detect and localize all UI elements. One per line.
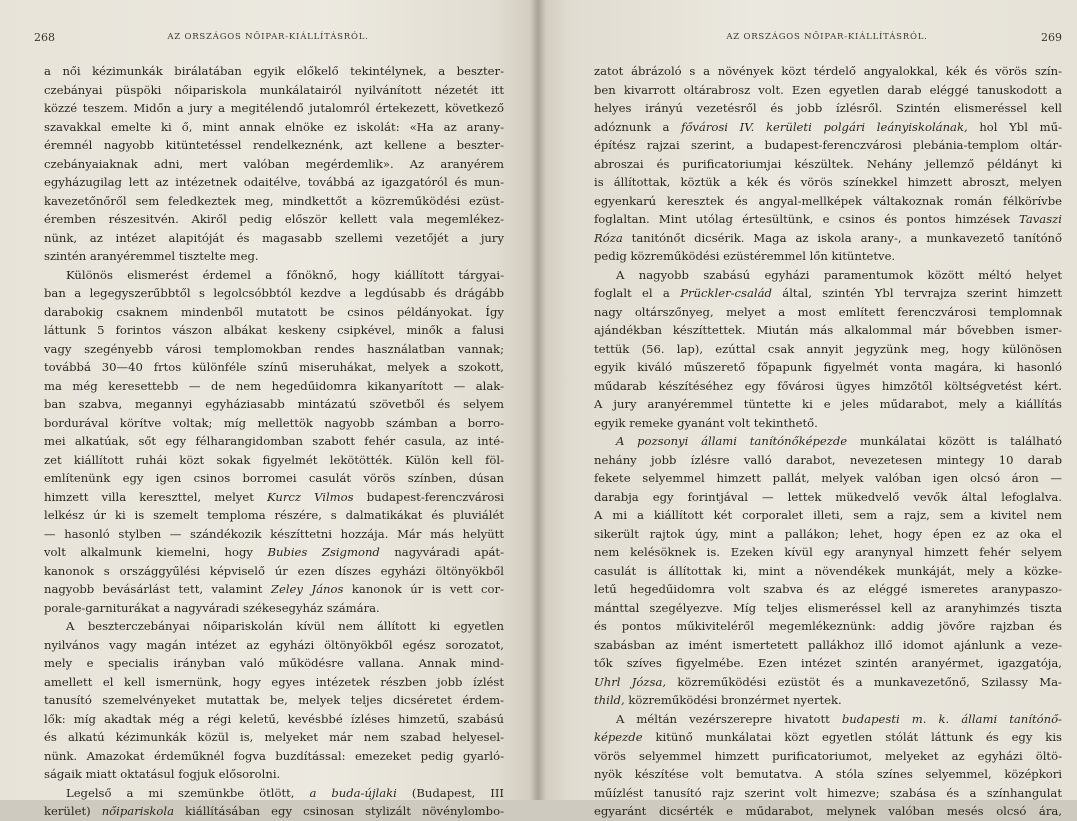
line-text: nagyobb bevásárlást tett, valamint	[44, 582, 271, 596]
text-line: darabja egy forintjával — lettek mükedvelő vevők által lefoglalva.	[594, 489, 1062, 504]
text-line: tettük (56. lap), ezúttal csak annyit jegyzünk meg, hogy különösen	[594, 341, 1062, 356]
text-line: egyenkarú keresztek és angyal-mellképek váltakoznak román félkörívbe	[594, 193, 1062, 208]
text-line: abroszai és purificatoriumjai készültek. Nehány jellemző példányt ki	[594, 156, 1062, 171]
text-line: A beszterczebányai nőipariskolán kívül nem állított ki egyetlen	[66, 619, 504, 633]
italic-name: fővárosi IV. kerületi polgári leányiskolának,	[681, 119, 968, 134]
left-running-title: AZ ORSZÁGOS NŐIPAR-KIÁLLÍTÁSRÓL.	[167, 32, 369, 42]
italic-name: Uhrl Józsa,	[594, 674, 667, 689]
line-text: által, szintén Ybl tervrajza szerint himzett	[771, 286, 1063, 300]
text-line: tanusító szemelvényeket mutattak be, melyek teljes dicséretet érdem-	[44, 693, 504, 707]
italic-name: képezde	[594, 730, 643, 744]
text-line	[44, 543, 504, 562]
text-line: lők: míg akadtak még a régi keletű, kevésbbé ízléses himzetű, szabású	[44, 711, 504, 726]
left-body-text	[44, 62, 504, 821]
text-line: szabásban az imént ismertetett pallákhoz illő idomot ajánlunk a veze-	[594, 637, 1062, 652]
line-text: kitünő munkálatai közt egyetlen stólát láttunk és egy kis	[642, 730, 1062, 744]
text-line: nyilvános vagy magán intézet az egyházi öltönyökből egész sorozatot,	[44, 637, 504, 652]
text-line: fekete selyemmel himzett pallát, melyek valóban igen olcsó áron —	[594, 471, 1062, 485]
italic-name: A pozsonyi állami tanítónőképezde	[616, 434, 848, 448]
text-line: mánttal szegélyezve. Míg teljes elismeréssel kell az aranyhimzés tiszta	[594, 600, 1062, 615]
text-line: ben kivarrott oltárabrosz volt. Ezen egyetlen darab eléggé tanuskodott a	[594, 82, 1062, 97]
line-text: tanitónőt dicsérik. Maga az iskola arany-, a munkavezető tanítónő	[622, 230, 1062, 245]
left-page-number: 268	[34, 31, 55, 44]
text-line: egyházugilag lett az intézetnek odaitélve, továbbá az igazgatóról és mun-	[44, 175, 504, 189]
text-line: A mi a kiállított két corporalet illeti, sem a rajz, sem a kivitel nem	[594, 508, 1062, 522]
text-line: egyik kiváló műszerető főpapunk figyelmét vonta magára, ki hasonló	[594, 360, 1062, 374]
text-line	[594, 210, 1062, 229]
line-text: közreműködési ezüstöt és a munkavezetőnő, Szilassy Ma-	[666, 674, 1062, 689]
left-running-head	[34, 31, 502, 47]
text-line: továbbá 30—40 frtos különféle színű miseruhákat, melyek a szokott,	[44, 360, 504, 374]
text-line: ban szabva, megannyi egyháziasabb mintázatú szövetből és selyem	[44, 397, 504, 411]
text-line: nünk. Amazokat érdeműknél fogva buzdítással: emezeket pedig gyarló-	[44, 748, 504, 763]
text-line: kanonok s országgyűlési képviselő úr ezen díszes egyházi öltönyökből	[44, 563, 504, 578]
right-page-number: 269	[1041, 31, 1062, 44]
text-line: egyik remeke gyanánt volt tekinthető.	[594, 415, 818, 430]
text-line: mei alkatúak, sőt egy félharangidomban szabott fehér casula, az inté-	[44, 434, 504, 448]
text-line: helyes irányú vezetésről és jobb ízlésről. Szintén elismeréssel kell	[594, 101, 1062, 115]
text-line	[594, 284, 1062, 303]
text-line: A nagyobb szabású egyházi paramentumok között méltó helyet	[616, 267, 1062, 282]
text-line	[594, 229, 1062, 248]
text-line: kavezetőnőről sem feledkeztek meg, mindkettőt a közreműködési ezüst-	[44, 193, 504, 208]
text-line	[594, 691, 1062, 710]
text-line	[44, 802, 504, 821]
text-line: mely e specialis irányban való működésre vallana. Annak mind-	[44, 656, 504, 670]
line-text: volt alkalmunk kiemelni, hogy	[44, 545, 268, 559]
italic-name: Tavaszi	[1019, 212, 1062, 226]
italic-name: a buda-újlaki	[309, 785, 397, 800]
text-line: közzé teszem. Midőn a jury a megitélendő jutalomról értekezett, következő	[44, 101, 504, 115]
text-line: lelkész úr ki is szemelt temploma részére, s dalmatikákat és pluviálét	[44, 508, 504, 522]
italic-name: Kurcz Vilmos	[266, 489, 354, 504]
text-line: egyaránt dicsérték e műdarabot, melynek valóban mesés olcsó ára,	[594, 804, 1062, 818]
right-body-text	[594, 62, 1062, 821]
text-line: ságaik miatt oktatásul fogjuk elősorolni.	[44, 767, 281, 781]
text-line	[44, 784, 504, 803]
text-line: láttunk 5 forintos vászon albákat keskeny csipkével, minők a falusi	[44, 323, 504, 337]
book-gutter	[530, 0, 546, 800]
text-line: és alkatú kézimunkák közül is, melyeket már nem szabad helyesel-	[44, 730, 504, 744]
text-line: éremnél nagyobb kitüntetéssel rendelkeznénk, azt kellene a beszter-	[44, 138, 504, 152]
text-line	[44, 488, 504, 507]
text-line: casulát is állítottak ki, mint a növendékek munkáját, mely a közke-	[594, 563, 1062, 578]
text-line: nagy oltárszőnyeg, melyet a most említett ferenczvárosi templomnak	[594, 304, 1062, 319]
line-text: A méltán vezérszerepre hivatott	[616, 711, 842, 726]
text-line: tők szíves figyelmébe. Ezen intézet szintén aranyérmet, igazgatója,	[594, 656, 1062, 670]
line-text: kerület)	[44, 804, 102, 818]
text-line: czebányaiaknak adni, mert valóban megérdemlik». Az aranyérem	[44, 156, 504, 171]
line-text: hol Ybl mű-	[967, 119, 1062, 134]
text-line: pedig közreműködési ezüstéremmel lőn kitüntetve.	[594, 249, 896, 263]
right-page	[538, 0, 1077, 818]
italic-name: Bubies Zsigmond	[267, 545, 380, 559]
line-text: budapest-ferenczvárosi	[353, 489, 505, 504]
text-line: is állítottak, köztük a kék és vörös színekkel himzett abroszt, melyen	[594, 175, 1062, 189]
text-line: nünk, az intézet alapitóját és magasabb szellemi vezetőjét a jury	[44, 230, 504, 245]
line-text: himzett villa kereszttel, melyet	[44, 489, 267, 504]
text-line: építész rajzai szerint, a budapest-ferenczvárosi plebánia-templom oltár-	[594, 138, 1062, 152]
line-text: közreműködési bronzérmet nyertek.	[624, 693, 842, 707]
text-line: szavakkal emelte ki ő, mint annak elnöke ez iskolát: «Ha az arany-	[44, 119, 504, 134]
text-line	[594, 432, 1062, 451]
text-line: vagy szegényebb városi templomokban rendes használatban vannak;	[44, 341, 504, 356]
text-line: nyök készítése volt bemutatva. A stóla színes selyemmel, középkori	[594, 767, 1062, 781]
text-line	[594, 710, 1062, 729]
text-line: a női kézimunkák birálatában egyik előkelő tekintélynek, a beszter-	[44, 64, 504, 78]
italic-name: Róza	[594, 230, 623, 245]
right-running-title: AZ ORSZÁGOS NŐIPAR-KIÁLLÍTÁSRÓL.	[726, 32, 928, 42]
text-line: műdarab készítéséhez egy fővárosi ügyes himzőtől költségvetést kért.	[594, 378, 1062, 393]
text-line: darabokig csaknem mindenből mutatott be csinos példányokat. Így	[44, 304, 504, 319]
text-line: A jury aranyéremmel tüntette ki e jeles műdarabot, mely a kiállítás	[594, 397, 1062, 411]
text-line	[44, 580, 504, 599]
text-line: szintén aranyéremmel tisztelte meg.	[44, 249, 259, 263]
italic-name: Prückler-család	[680, 286, 772, 300]
text-line: ban a legegyszerűbbtől s legolcsóbbtól kezdve a legdúsabb és drágább	[44, 286, 504, 300]
italic-name: thild,	[594, 693, 625, 707]
line-text: foglalt el a	[594, 286, 681, 300]
text-line: Különös elismerést érdemel a főnöknő, hogy kiállított tárgyai-	[66, 267, 504, 282]
line-text: munkálatai között is található	[847, 434, 1062, 448]
text-line	[594, 118, 1062, 137]
left-page	[0, 0, 538, 818]
text-line: műízlést tanusító rajz szerint volt himezve; szabása és a színhangulat	[594, 785, 1062, 800]
text-line: nem kelésöknek is. Ezeken kívül egy aranynyal himzett fehér selyem	[594, 545, 1062, 559]
text-line: ma még keresettebb — de nem hegedűidomra kikanyarított — alak-	[44, 378, 504, 393]
italic-name: nőipariskola	[101, 804, 175, 818]
line-text: nagyváradi apát-	[379, 545, 504, 559]
italic-name: budapesti m. k. állami tanítónő-	[841, 711, 1062, 726]
right-running-head	[592, 31, 1062, 47]
line-text: adóznunk a	[594, 119, 682, 134]
line-text: Legelső a mi szemünkbe ötlött,	[66, 785, 310, 800]
italic-name: Zeley János	[270, 582, 344, 596]
line-text: kiállításában egy csinosan stylizált növénylombo-	[174, 804, 504, 818]
line-text: kanonok úr is vett cor-	[343, 582, 504, 596]
text-line: zatot ábrázoló s a növények közt térdelő angyalokkal, kék és vörös szín-	[594, 64, 1062, 78]
text-line: czebányai püspöki nőipariskola munkálatairól nyilvánított nézetét itt	[44, 82, 504, 97]
text-line: éremben részesitvén. Akiről pedig először kellett vala megemlékez-	[44, 212, 504, 226]
text-line: bordurával körítve voltak; míg mellettök nagyobb számban a borro-	[44, 415, 504, 430]
text-line: és pontos műkiviteléről megemlékeznünk: addig jövőre rajzban és	[594, 619, 1062, 633]
line-text: (Budapest, III	[396, 785, 505, 800]
line-text: foglaltan. Mint utólag értesültünk, e csinos és pontos himzések	[594, 212, 1020, 226]
text-line: sikerült rajtok úgy, mint a pallákon; lehet, hogy épen ez az oka el	[594, 526, 1062, 541]
text-line: ajándékban készíttettek. Miután más alkalommal már bővebben ismer-	[594, 323, 1062, 337]
text-line	[594, 728, 1062, 747]
text-line	[594, 673, 1062, 692]
text-line: zet kiállított ruhái közt sokak figyelmét lekötötték. Külön kell föl-	[44, 452, 504, 467]
text-line: porale-garniturákat a nagyváradi székesegyház számára.	[44, 600, 380, 615]
text-line: amellett el kell ismernünk, hogy egyes intézetek részben jobb ízlést	[44, 674, 504, 689]
text-line: letű hegedűidomra volt szabva és az eléggé ismeretes aranypaszo-	[594, 582, 1062, 596]
text-line: — hasonló stylben — szándékozik készíttetni hozzája. Már más helyütt	[44, 526, 504, 541]
text-line: említenünk egy igen csinos borromei casulát vörös színben, dúsan	[44, 471, 504, 485]
text-line: nehány jobb ízlésre valló darabot, nevezetesen mintegy 10 darab	[594, 452, 1062, 467]
text-line: vörös selyemmel himzett purificatoriumot, melyeket az egyházi öltö-	[594, 748, 1062, 763]
